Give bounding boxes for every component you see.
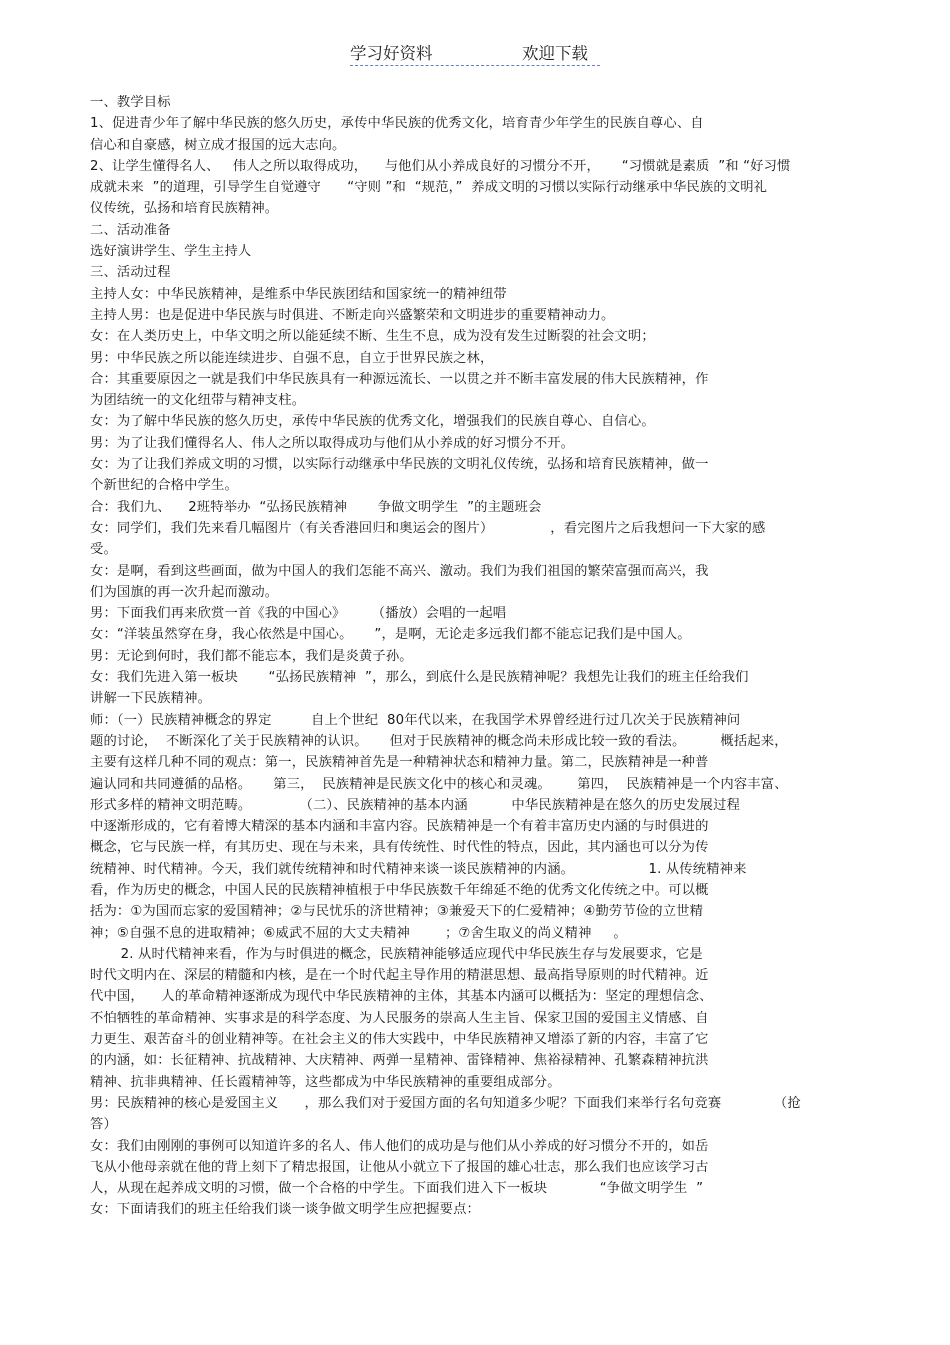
page-header: [350, 40, 600, 64]
text-line: 女：“洋装虽然穿在身，我心依然是中国心。 ”，是啊，无论走多远我们都不能忘记我们是中国人。: [90, 627, 691, 643]
text-line: 主持人男：也是促进中华民族与时俱进、不断走向兴盛繁荣和文明进步的重要精神动力。: [90, 307, 615, 323]
text-line: 成就未来 ”的道理，引导学生自觉遵守 “守则 ”和 “规范，” 养成文明的习惯以实际行动继承中华民族的文明礼: [90, 180, 768, 196]
text-line: 统精神、时代精神。今天，我们就传统精神和时代精神来谈一谈民族精神的内涵。 1. 从传统精神来: [90, 861, 747, 877]
text-line: 主持人女：中华民族精神，是维系中华民族团结和国家统一的精神纽带: [90, 286, 507, 302]
text-line: 的内涵，如：长征精神、抗战精神、大庆精神、两弹一星精神、雷锋精神、焦裕禄精神、孔繁森精神抗洪: [90, 1053, 709, 1069]
text-line: 神；⑤自强不息的进取精神；⑥威武不屈的大丈夫精神 ；⑦舍生取义的尚义精神 。: [90, 925, 627, 941]
document-body: [90, 92, 875, 1221]
text-line: 题的讨论， 不断深化了关于民族精神的认识。 但对于民族精神的概念尚未形成比较一致的看法。 概括起来，: [90, 733, 788, 749]
text-line: 人，从现在起养成文明的习惯，做一个合格的中学生。下面我们进入下一板块 “争做文明学生 ”: [90, 1181, 704, 1197]
text-line: 2. 从时代精神来看，作为与时俱进的概念，民族精神能够适应现代中华民族生存与发展要求，它是: [90, 946, 703, 962]
text-line: 中逐渐形成的，它有着博大精深的基本内涵和丰富内容。民族精神是一个有着丰富历史内涵的与时俱进的: [90, 819, 709, 835]
text-line: 受。: [90, 542, 117, 558]
text-line: 力更生、艰苦奋斗的创业精神等。在社会主义的伟大实践中，中华民族精神又增添了新的内容，丰富了它: [90, 1032, 709, 1048]
text-line: 女：在人类历史上，中华文明之所以能延续不断、生生不息，成为没有发生过断裂的社会文明；: [90, 329, 655, 345]
text-line: 2、让学生懂得名人、 伟人之所以取得成功， 与他们从小养成良好的习惯分不开， “习惯就是素质 ”和 “好习惯: [90, 158, 791, 174]
text-line: 概念，它与民族一样，有其历史、现在与未来，具有传统性、时代性的特点，因此，其内涵也可以分为传: [90, 840, 709, 856]
text-line: 精神、抗非典精神、任长霞精神等，这些都成为中华民族精神的重要组成部分。: [90, 1074, 561, 1090]
text-line: 答）: [90, 1117, 117, 1133]
header-divider: [350, 65, 600, 66]
text-line: 代中国， 人的革命精神逐渐成为现代中华民族精神的主体，其基本内涵可以概括为：坚定的理想信念、: [90, 989, 713, 1005]
text-line: 看，作为历史的概念，中国人民的民族精神植根于中华民族数千年绵延不绝的优秀文化传统之中。可以概: [90, 882, 709, 898]
text-line: 时代文明内在、深层的精髓和内核，是在一个时代起主导作用的精湛思想、最高指导原则的时代精神。近: [90, 968, 709, 984]
text-line: 信心和自豪感，树立成才报国的远大志向。: [90, 137, 346, 153]
text-line: 女：我们先进入第一板块 “弘扬民族精神 ”，那么，到底什么是民族精神呢？我想先让我们的班主任给我们: [90, 670, 749, 686]
text-line: 主要有这样几种不同的观点：第一，民族精神首先是一种精神状态和精神力量。第二，民族精神是一种普: [90, 755, 709, 771]
text-line: 一、教学目标: [90, 95, 171, 110]
text-line: 为团结统一的文化纽带与精神支柱。: [90, 393, 306, 409]
text-line: 女：下面请我们的班主任给我们谈一谈争做文明学生应把握要点：: [90, 1202, 480, 1218]
text-line: 二、活动准备: [90, 222, 171, 238]
text-line: 讲解一下民族精神。: [90, 691, 212, 707]
text-line: 不怕牺牲的革命精神、实事求是的科学态度、为人民服务的崇高人生主旨、保家卫国的爱国主义情感、自: [90, 1010, 709, 1026]
text-line: 个新世纪的合格中学生。: [90, 478, 238, 494]
text-line: 三、活动过程: [90, 265, 171, 281]
text-line: 女：同学们，我们先来看几幅图片（有关香港回归和奥运会的图片） ，看完图片之后我想问一下大家的感: [90, 520, 766, 536]
text-line: 男：下面我们再来欣赏一首《我的中国心》 （播放）会唱的一起唱: [90, 606, 507, 622]
text-line: 1、促进青少年了解中华民族的悠久历史，承传中华民族的优秀文化，培育青少年学生的民族自尊心、自: [90, 116, 704, 132]
text-line: 飞从小他母亲就在他的背上刻下了精忠报国，让他从小就立下了报国的雄心壮志，那么我们也应该学习古: [90, 1159, 709, 1175]
text-line: 男：无论到何时，我们都不能忘本，我们是炎黄子孙。: [90, 648, 413, 664]
text-line: 男：中华民族之所以能连续进步、自强不息，自立于世界民族之林，: [90, 350, 494, 366]
text-line: 遍认同和共同遵循的品格。 第三， 民族精神是民族文化中的核心和灵魂。 第四， 民族精神是一个内容丰富、: [90, 776, 788, 792]
text-line: 男：民族精神的核心是爱国主义 ，那么我们对于爱国方面的名句知道多少呢？下面我们来举行名句竞赛 （抢: [90, 1095, 801, 1111]
text-line: 男：为了让我们懂得名人、伟人之所以取得成功与他们从小养成的好习惯分不开。: [90, 435, 575, 451]
text-line: 合：其重要原因之一就是我们中华民族具有一种源远流长、一以贯之并不断丰富发展的伟大民族精神，作: [90, 371, 709, 387]
text-line: 仪传统，弘扬和培育民族精神。: [90, 201, 279, 217]
header-right-text: 欢迎下载: [522, 44, 588, 63]
text-line: 女：我们由刚刚的事例可以知道许多的名人、伟人他们的成功是与他们从小养成的好习惯分不开的，如岳: [90, 1138, 709, 1154]
text-line: 选好演讲学生、学生主持人: [90, 244, 252, 260]
text-line: 括为：①为国而忘家的爱国精神；②与民忧乐的济世精神；③兼爱天下的仁爱精神；④勤劳节俭的立世精: [90, 904, 704, 920]
text-line: 们为国旗的再一次升起而激动。: [90, 584, 279, 600]
text-line: 形式多样的精神文明范畴。 （二）、民族精神的基本内涵 中华民族精神是在悠久的历史发展过程: [90, 797, 741, 813]
text-line: 合：我们九、 2班特举办 “弘扬民族精神 争做文明学生 ”的主题班会: [90, 499, 542, 515]
header-left-text: 学习好资料: [350, 44, 433, 63]
text-line: 师：（一）民族精神概念的界定 自上个世纪 80年代以来，在我国学术界曾经进行过几次关于民族精神问: [90, 712, 741, 728]
text-line: 女：为了让我们养成文明的习惯，以实际行动继承中华民族的文明礼仪传统，弘扬和培育民族精神，做一: [90, 457, 709, 473]
text-line: 女：为了解中华民族的悠久历史，承传中华民族的优秀文化，增强我们的民族自尊心、自信心。: [90, 414, 655, 430]
text-line: 女：是啊，看到这些画面，做为中国人的我们怎能不高兴、激动。我们为我们祖国的繁荣富强而高兴，我: [90, 563, 709, 579]
